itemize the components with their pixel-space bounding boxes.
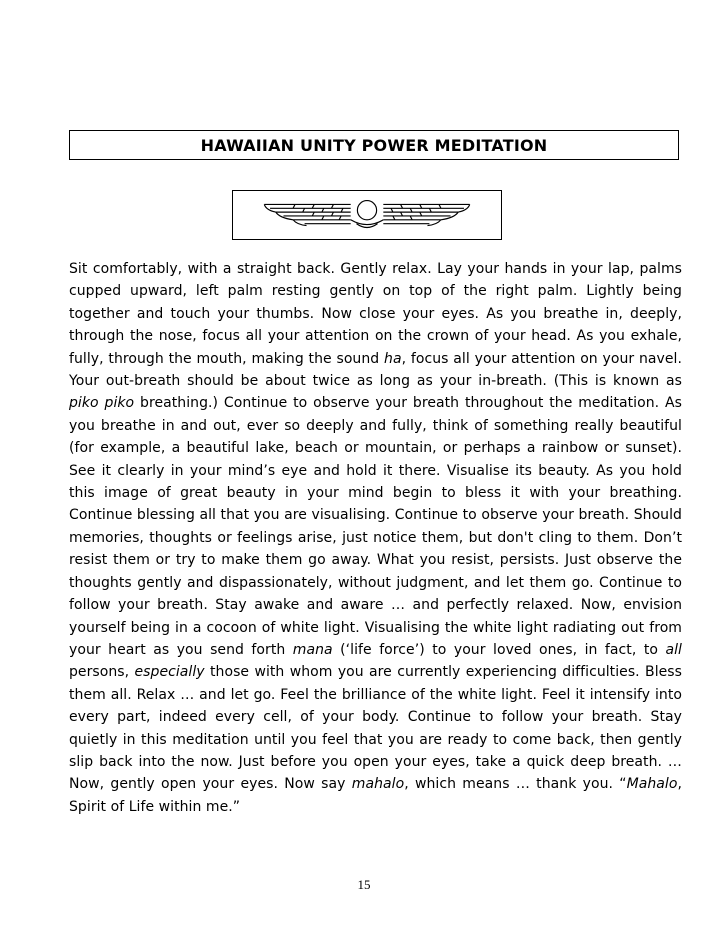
- text-run: (‘life force’) to your loved ones, in fact, to: [332, 641, 666, 658]
- page-title: HAWAIIAN UNITY POWER MEDITATION: [200, 135, 548, 155]
- italic-term: ha: [384, 350, 402, 367]
- text-run: persons,: [69, 664, 135, 681]
- italic-term: Mahalo: [626, 776, 678, 793]
- italic-term: piko piko: [69, 395, 135, 412]
- winged-sun-icon: [233, 191, 501, 239]
- title-box: [69, 130, 679, 160]
- text-run: breathing.) Continue to observe your breath throughout the meditation. As you breathe in and out, ever so deeply and fully, think of something really beautiful (for example, a beautiful lake, beach or mountain, or perhaps a rainbow or sunset). See it clearly in your mind’s eye and hold it there. Visualise its beauty. As you hold this image of great beauty in your mind begin to bless it with your breathing. Continue blessing all that you are visualising. Continue to observe your breath. Should memories, thoughts or feelings arise, just notice them, but don't cling to them. Don’t resist them or try to make them go away. What you resist, persists. Just observe the thoughts gently and dispassionately, without judgment, and let them go. Continue to follow your breath. Stay awake and aware … and perfectly relaxed. Now, envision yourself being in a cocoon of white light. Visualising the white light radiating out from your heart as you send forth: [69, 395, 682, 658]
- text-run: those with whom you are currently experiencing difficulties. Bless them all. Relax … and let go. Feel the brilliance of the white light. Feel it intensify into every part, indeed every cell, of your body. Continue to follow your breath. Stay quietly in this meditation until you feel that you are ready to come back, then gently slip back into the now. Just before you open your eyes, take a quick deep breath. … Now, gently open your eyes. Now say: [69, 664, 682, 793]
- meditation-text: [69, 258, 682, 818]
- page-number: 15: [357, 877, 371, 892]
- italic-term: mahalo: [351, 776, 405, 793]
- italic-term: all: [665, 641, 682, 658]
- italic-term: especially: [134, 664, 205, 681]
- text-run: , Spirit of Life within me.”: [69, 776, 682, 815]
- text-run: , focus all your attention on your navel. Your out-breath should be about twice as long as your in-breath. (This is known as: [69, 350, 682, 390]
- italic-term: mana: [292, 641, 333, 658]
- text-run: Sit comfortably, with a straight back. Gently relax. Lay your hands in your lap, palms cupped upward, left palm resting gently on top of the right palm. Lightly being together and touch your thumbs. Now close your eyes. As you breathe in, deeply, through the nose, focus all your attention on the crown of your head. As you exhale, fully, through the mouth, making the sound: [69, 261, 682, 367]
- text-run: , which means … thank you. “: [404, 776, 627, 793]
- emblem-box: [232, 190, 502, 240]
